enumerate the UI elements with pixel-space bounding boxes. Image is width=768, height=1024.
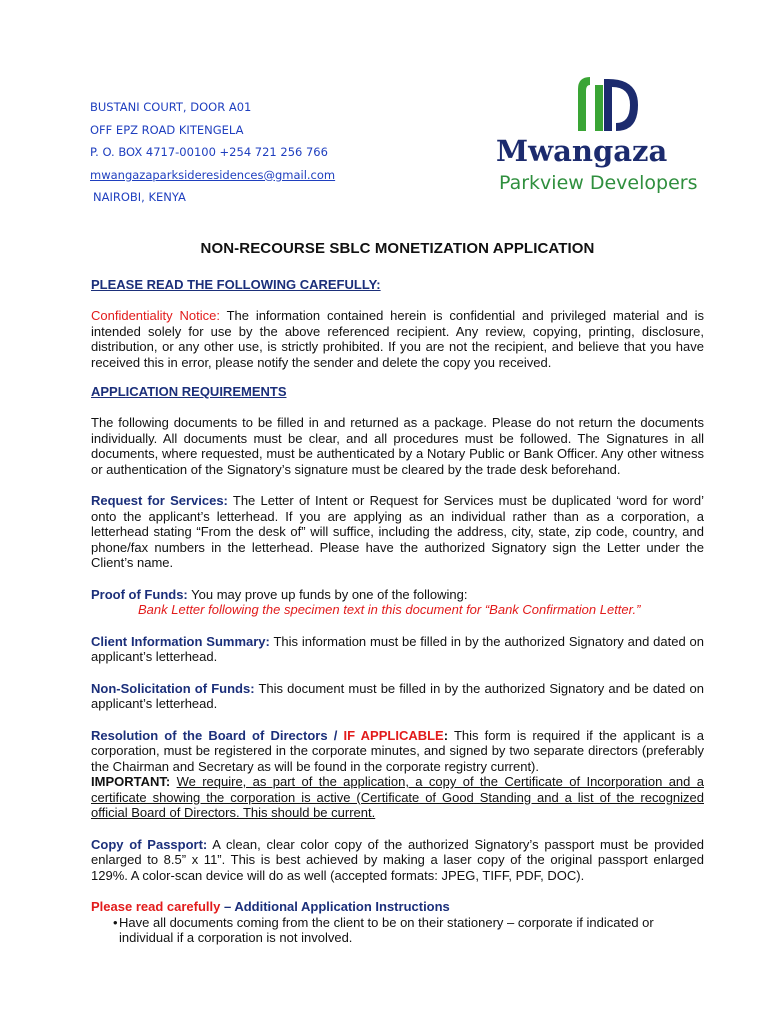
additional-label-red: Please read carefully (91, 899, 221, 914)
bullet-icon: • (113, 914, 118, 930)
document-body (91, 240, 704, 946)
resolution-text: This form is required if the applicant is a corporation, must be registered in the corporate minutes, and signed by two separate directors (preferably the Chairman and Secretary as will be found in the corporate registry current). (91, 727, 704, 774)
additional-heading (91, 899, 704, 915)
company-logo (496, 68, 716, 198)
list-item (91, 915, 704, 946)
client-info-text: This information must be filled in by the authorized Signatory and dated on applicant’s letterhead. (91, 633, 704, 664)
proof-funds-paragraph (91, 587, 704, 603)
resolution-label-applicable: IF APPLICABLE (343, 727, 444, 743)
document-title: NON-RECOURSE SBLC MONETIZATION APPLICATION (200, 240, 595, 257)
non-solicitation-text: This document must be filled in by the authorized Signatory and be dated on applicant’s letterhead. (91, 680, 704, 711)
passport-label: Copy of Passport: (91, 836, 208, 852)
proof-funds-item: Bank Letter following the specimen text in this document for “Bank Confirmation Letter.” (138, 602, 641, 617)
resolution-label: Resolution of the Board of Directors / (91, 727, 344, 743)
logo-mark-icon (568, 71, 644, 133)
request-services-text: The Letter of Intent or Request for Services must be duplicated ‘word for word’ onto the applicant’s letterhead. If you are applying as an individual rather than as a corporation, a letterhead stating “From the desk of” will suffice, including the address, city, state, zip code, country, and phone/fax numbers in the letterhead. Please have the authorized Signatory sign the Letter under the Client’s name. (91, 493, 704, 570)
request-services-label: Request for Services: (91, 493, 228, 508)
non-solicitation-paragraph (91, 681, 704, 712)
address-line-3: P. O. BOX 4717-00100 +254 721 256 766 (90, 145, 328, 159)
brand-name: Mwangaza (496, 134, 668, 168)
bullet-text: Have all documents coming from the client to be on their stationery – corporate if indicated or individual if a corporation is not involved. (119, 914, 654, 945)
address-line-1: BUSTANI COURT, DOOR A01 (90, 100, 252, 114)
confidentiality-label: Confidentiality Notice: (91, 308, 220, 323)
passport-paragraph (91, 837, 704, 884)
important-label: IMPORTANT: (91, 774, 171, 789)
resolution-paragraph (91, 728, 704, 821)
important-text: We require, as part of the application, a copy of the Certificate of Incorporation and a certificate showing the corporation is active (Certificate of Good Standing and a list of the recognized official Board of Directors. This should be current. (91, 774, 704, 820)
client-info-paragraph (91, 634, 704, 665)
confidentiality-text: The information contained herein is confidential and privileged material and is intended solely for use by the above referenced recipient. Any review, copying, printing, disclosure, distribution, or any other use, is strictly prohibited. If you are not the recipient, and believe that you have received this in error, please notify the sender and delete the copy you received. (91, 308, 705, 370)
requirements-heading: APPLICATION REQUIREMENTS (91, 384, 287, 399)
email-link[interactable]: mwangazaparksideresidences@gmail.com (90, 167, 336, 182)
requirements-paragraph: The following documents to be filled in and returned as a package. Please do not return the documents individually. All documents must be clear, and all procedures must be followed. The Signatures in all documents, where requested, must be authenticated by a Notary Public or Bank Officer. Any other witness or authentication of the Signatory’s signature must be cleared by the trade desk beforehand. (91, 415, 704, 477)
address-city: NAIROBI, KENYA (93, 190, 186, 204)
client-info-label: Client Information Summary: (91, 633, 270, 649)
confidentiality-paragraph (91, 308, 704, 370)
brand-tagline: Parkview Developers (499, 172, 698, 194)
company-address (90, 96, 335, 209)
proof-funds-text: You may prove up funds by one of the following: (187, 586, 468, 602)
address-line-2: OFF EPZ ROAD KITENGELA (90, 122, 244, 137)
additional-label-navy: – Additional Application Instructions (220, 899, 450, 914)
read-carefully-heading: PLEASE READ THE FOLLOWING CAREFULLY: (91, 277, 381, 292)
resolution-label-colon: : (443, 727, 449, 743)
non-solicitation-label: Non-Solicitation of Funds: (91, 680, 255, 696)
passport-text: A clean, clear color copy of the authorized Signatory’s passport must be provided enlarged to 8.5” x 11”. This is best achieved by making a laser copy of the original passport enlarged 129%. A color-scan device will do as well (accepted formats: JPEG, TIFF, PDF, DOC). (91, 836, 704, 883)
request-services-paragraph (91, 493, 704, 571)
proof-funds-label: Proof of Funds: (91, 586, 188, 602)
